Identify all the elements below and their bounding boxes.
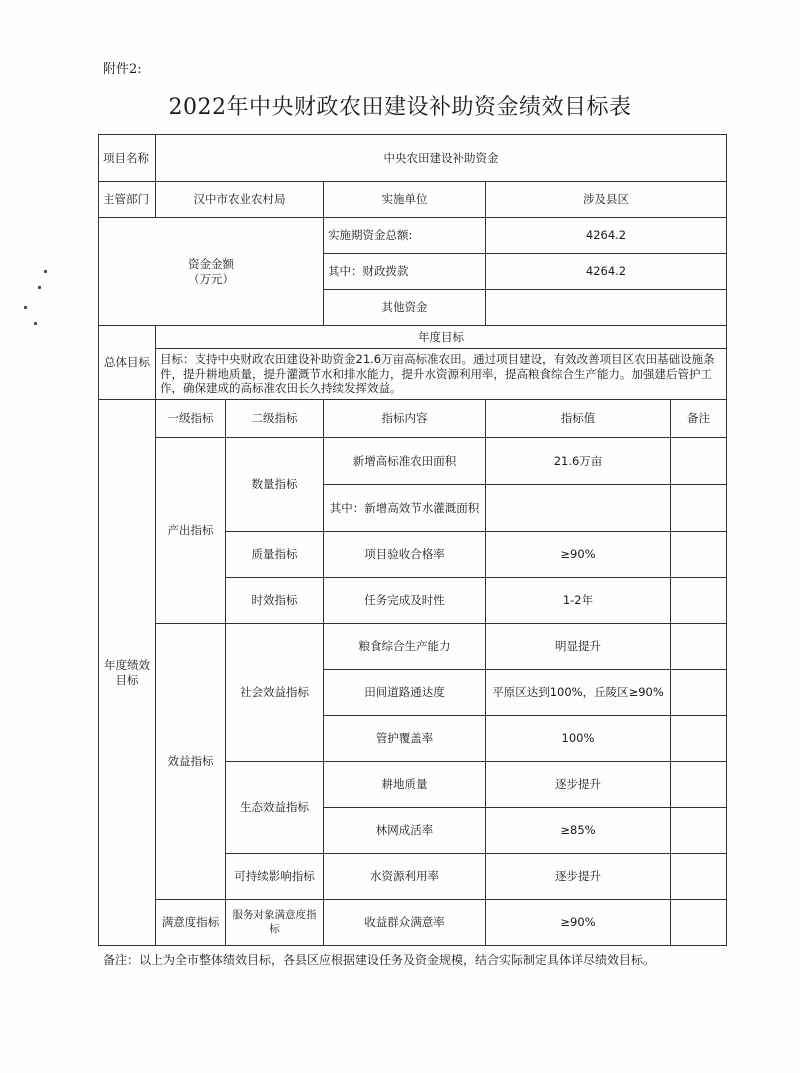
dept-label: 主管部门 xyxy=(99,182,156,218)
overall-header: 年度目标 xyxy=(156,326,727,349)
indicator-content: 水资源利用率 xyxy=(324,854,486,900)
funds-label xyxy=(99,218,324,326)
indicator-value: 逐步提升 xyxy=(486,854,671,900)
header-level1: 一级指标 xyxy=(156,400,226,438)
indicator-value: ≥85% xyxy=(486,808,671,854)
perf-label xyxy=(99,400,156,946)
indicator-content: 其中：新增高效节水灌溉面积 xyxy=(324,485,486,532)
impl-unit-label: 实施单位 xyxy=(324,182,486,218)
project-name-label: 项目名称 xyxy=(99,135,156,182)
scan-speck xyxy=(38,286,41,289)
indicator-value: ≥90% xyxy=(486,532,671,578)
page-title: 2022年中央财政农田建设补助资金绩效目标表 xyxy=(168,95,632,120)
overall-header-row xyxy=(99,326,727,349)
overall-label: 总体目标 xyxy=(99,326,156,400)
indicator-remark xyxy=(671,808,727,854)
table-row xyxy=(99,900,727,946)
indicator-content: 新增高标准农田面积 xyxy=(324,438,486,485)
indicator-content: 粮食综合生产能力 xyxy=(324,624,486,670)
indicator-content: 耕地质量 xyxy=(324,762,486,808)
project-row xyxy=(99,135,727,182)
indicator-content: 林网成活率 xyxy=(324,808,486,854)
performance-target-table xyxy=(98,134,727,946)
scan-speck xyxy=(24,306,27,309)
indicator-content: 收益群众满意率 xyxy=(324,900,486,946)
attachment-label: 附件2: xyxy=(103,62,142,77)
indicator-value: 明显提升 xyxy=(486,624,671,670)
perf-label-line1: 年度绩效 xyxy=(104,658,150,673)
indicator-content: 管护覆盖率 xyxy=(324,716,486,762)
indicator-remark xyxy=(671,438,727,485)
indicator-value: 100% xyxy=(486,716,671,762)
benefit-indicator-label: 效益指标 xyxy=(156,624,226,900)
indicator-value: 逐步提升 xyxy=(486,762,671,808)
indicator-remark xyxy=(671,854,727,900)
funds-total-value: 4264.2 xyxy=(486,218,727,254)
header-level2: 二级指标 xyxy=(226,400,324,438)
funds-label-line2: （万元） xyxy=(188,271,234,286)
header-value: 指标值 xyxy=(486,400,671,438)
funds-total-row xyxy=(99,218,727,254)
indicator-content: 任务完成及时性 xyxy=(324,578,486,624)
table-row xyxy=(99,438,727,485)
indicator-remark xyxy=(671,624,727,670)
dept-value: 汉中市农业农村局 xyxy=(156,182,324,218)
perf-label-line2: 目标 xyxy=(115,672,139,687)
satisfaction-indicator-label: 满意度指标 xyxy=(156,900,226,946)
funds-total-label: 实施期资金总额: xyxy=(324,218,486,254)
indicator-content: 田间道路通达度 xyxy=(324,670,486,716)
indicator-remark xyxy=(671,532,727,578)
funds-other-value xyxy=(486,290,727,326)
indicator-value xyxy=(486,485,671,532)
timeliness-indicator-label: 时效指标 xyxy=(226,578,324,624)
indicator-value: 平原区达到100%，丘陵区≥90% xyxy=(486,670,671,716)
sustainable-indicator-label: 可持续影响指标 xyxy=(226,854,324,900)
indicator-content: 项目验收合格率 xyxy=(324,532,486,578)
table-row xyxy=(99,624,727,670)
indicator-remark xyxy=(671,900,727,946)
output-indicator-label: 产出指标 xyxy=(156,438,226,624)
indicator-header-row xyxy=(99,400,727,438)
header-remark: 备注 xyxy=(671,400,727,438)
header-content: 指标内容 xyxy=(324,400,486,438)
dept-row xyxy=(99,182,727,218)
indicator-remark xyxy=(671,578,727,624)
ecological-indicator-label: 生态效益指标 xyxy=(226,762,324,854)
quantity-indicator-label: 数量指标 xyxy=(226,438,324,532)
overall-text-row xyxy=(99,349,727,400)
scan-speck xyxy=(34,322,37,325)
indicator-remark xyxy=(671,485,727,532)
project-name-value: 中央农田建设补助资金 xyxy=(156,135,727,182)
indicator-value: 1-2年 xyxy=(486,578,671,624)
indicator-value: ≥90% xyxy=(486,900,671,946)
social-indicator-label: 社会效益指标 xyxy=(226,624,324,762)
funds-fiscal-label: 其中：财政拨款 xyxy=(324,254,486,290)
indicator-remark xyxy=(671,716,727,762)
indicator-remark xyxy=(671,670,727,716)
impl-unit-value: 涉及县区 xyxy=(486,182,727,218)
quality-indicator-label: 质量指标 xyxy=(226,532,324,578)
funds-fiscal-value: 4264.2 xyxy=(486,254,727,290)
funds-other-label: 其他资金 xyxy=(324,290,486,326)
footnote: 备注：以上为全市整体绩效目标，各县区应根据建设任务及资金规模，结合实际制定具体详尽绩效目标。 xyxy=(103,953,656,967)
overall-goal-text: 目标：支持中央财政农田建设补助资金21.6万亩高标准农田。通过项目建设，有效改善项目区农田基础设施条件，提升耕地质量，提升灌溉节水和排水能力，提升水资源利用率，提高粮食综合生产能力。加强建后管护工作，确保建成的高标准农田长久持续发挥效益。 xyxy=(156,349,727,400)
funds-label-line1: 资金金额 xyxy=(188,257,234,272)
indicator-remark xyxy=(671,762,727,808)
service-satisfaction-label: 服务对象满意度指标 xyxy=(226,900,324,946)
scan-speck xyxy=(44,270,47,273)
indicator-value: 21.6万亩 xyxy=(486,438,671,485)
